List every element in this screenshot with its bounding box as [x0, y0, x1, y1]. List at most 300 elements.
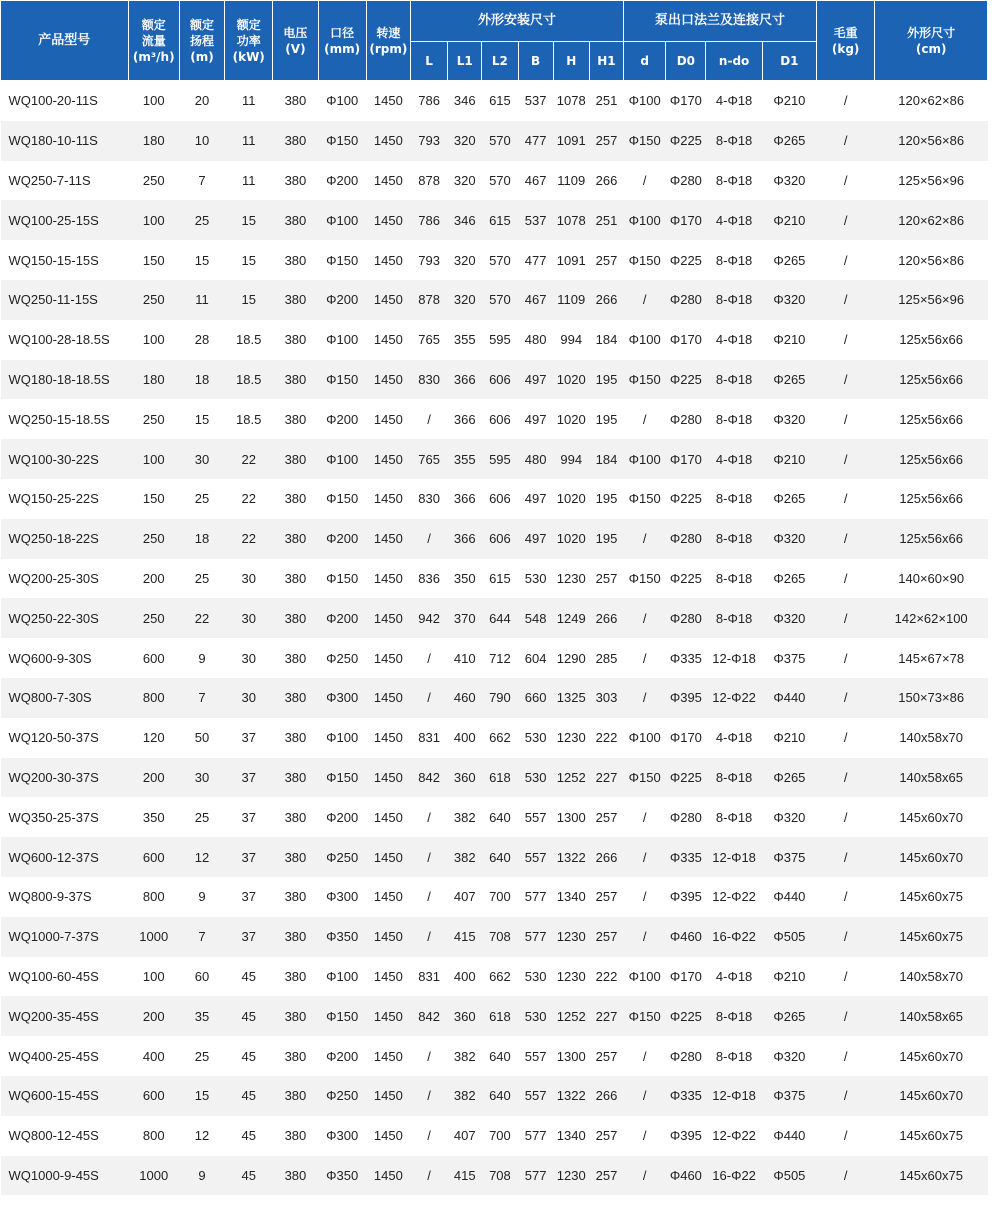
table-cell: 37 [225, 917, 273, 957]
table-cell: 285 [589, 638, 623, 678]
table-cell: / [411, 399, 448, 439]
table-cell: Φ460 [666, 917, 706, 957]
table-cell: 600 [128, 638, 179, 678]
table-cell: 1230 [553, 559, 589, 599]
table-cell: 382 [448, 1036, 482, 1076]
table-cell: 7 [179, 161, 224, 201]
table-cell: 1450 [366, 399, 410, 439]
table-cell: 7 [179, 678, 224, 718]
table-cell: Φ265 [762, 479, 816, 519]
table-row [1, 559, 988, 599]
model-cell: WQ250-15-18.5S [1, 399, 129, 439]
table-cell: 662 [482, 957, 518, 997]
table-cell: 366 [448, 360, 482, 400]
table-cell: 400 [448, 957, 482, 997]
table-cell: 227 [589, 996, 623, 1036]
table-cell: 380 [273, 479, 318, 519]
table-cell: 467 [518, 280, 553, 320]
table-cell: / [817, 797, 875, 837]
table-cell: 1450 [366, 1036, 410, 1076]
header-B: B [518, 42, 553, 81]
table-cell: 366 [448, 399, 482, 439]
model-cell: WQ1000-9-45S [1, 1156, 129, 1196]
table-cell: 842 [411, 996, 448, 1036]
model-cell: WQ200-30-37S [1, 758, 129, 798]
table-cell: 4-Φ18 [706, 718, 762, 758]
table-cell: 497 [518, 519, 553, 559]
table-cell: 257 [589, 559, 623, 599]
table-cell: 8-Φ18 [706, 797, 762, 837]
header-power: 额定 功率 (kW) [225, 1, 273, 81]
table-cell: 1252 [553, 996, 589, 1036]
table-cell: 266 [589, 280, 623, 320]
table-cell: Φ280 [666, 1036, 706, 1076]
table-cell: 1340 [553, 1116, 589, 1156]
table-cell: Φ100 [624, 439, 666, 479]
table-cell: Φ100 [624, 718, 666, 758]
table-cell: Φ100 [624, 200, 666, 240]
table-cell: 1450 [366, 957, 410, 997]
table-cell: 100 [128, 957, 179, 997]
table-cell: 1450 [366, 519, 410, 559]
header-model: 产品型号 [1, 1, 129, 81]
table-row [1, 479, 988, 519]
table-cell: 195 [589, 360, 623, 400]
table-cell: 257 [589, 797, 623, 837]
table-cell: 257 [589, 877, 623, 917]
table-cell: 878 [411, 161, 448, 201]
header-flange-group: 泵出口法兰及连接尺寸 [624, 1, 817, 42]
table-cell: 831 [411, 718, 448, 758]
table-cell: 790 [482, 678, 518, 718]
table-cell: 1230 [553, 957, 589, 997]
table-cell: / [411, 638, 448, 678]
table-cell: 380 [273, 797, 318, 837]
table-cell: 250 [128, 519, 179, 559]
table-cell: 22 [225, 519, 273, 559]
table-cell: Φ150 [624, 758, 666, 798]
table-cell: Φ265 [762, 360, 816, 400]
table-cell: 477 [518, 121, 553, 161]
table-cell: 467 [518, 161, 553, 201]
table-cell: 25 [179, 1036, 224, 1076]
table-cell: / [817, 718, 875, 758]
table-cell: Φ170 [666, 320, 706, 360]
table-cell: 1450 [366, 718, 410, 758]
table-cell: / [624, 598, 666, 638]
table-cell: 577 [518, 1156, 553, 1196]
table-cell: 15 [179, 1076, 224, 1116]
table-cell: 125x56x66 [875, 320, 988, 360]
table-cell: 25 [179, 559, 224, 599]
table-cell: 8-Φ18 [706, 121, 762, 161]
table-cell: / [624, 399, 666, 439]
table-cell: 45 [225, 1036, 273, 1076]
table-cell: 380 [273, 439, 318, 479]
table-cell: 1450 [366, 439, 410, 479]
table-cell: 618 [482, 996, 518, 1036]
table-cell: 595 [482, 320, 518, 360]
table-cell: Φ300 [318, 1116, 366, 1156]
table-cell: 1450 [366, 598, 410, 638]
table-cell: 150×73×86 [875, 678, 988, 718]
table-cell: 380 [273, 280, 318, 320]
table-cell: 530 [518, 758, 553, 798]
table-cell: Φ150 [624, 479, 666, 519]
table-cell: 407 [448, 877, 482, 917]
table-cell: 1450 [366, 479, 410, 519]
table-header [1, 1, 988, 81]
table-cell: 145x60x75 [875, 877, 988, 917]
table-cell: 380 [273, 1076, 318, 1116]
table-cell: / [817, 917, 875, 957]
table-cell: 1450 [366, 837, 410, 877]
table-cell: 25 [179, 479, 224, 519]
table-cell: 1450 [366, 559, 410, 599]
table-cell: 1450 [366, 758, 410, 798]
table-cell: Φ250 [318, 1076, 366, 1116]
table-cell: 11 [225, 121, 273, 161]
table-cell: Φ335 [666, 1076, 706, 1116]
table-cell: 942 [411, 598, 448, 638]
table-cell: 497 [518, 399, 553, 439]
table-cell: 257 [589, 1116, 623, 1156]
table-cell: / [624, 877, 666, 917]
table-cell: 1450 [366, 280, 410, 320]
table-cell: 415 [448, 1156, 482, 1196]
table-cell: 35 [179, 996, 224, 1036]
table-cell: Φ100 [624, 957, 666, 997]
table-cell: 830 [411, 360, 448, 400]
header-install-group: 外形安装尺寸 [411, 1, 624, 42]
table-cell: / [817, 519, 875, 559]
table-cell: 8-Φ18 [706, 519, 762, 559]
table-cell: Φ100 [624, 81, 666, 121]
table-row [1, 161, 988, 201]
table-cell: 320 [448, 280, 482, 320]
table-cell: 150 [128, 240, 179, 280]
table-cell: 382 [448, 837, 482, 877]
table-cell: 366 [448, 519, 482, 559]
table-cell: 8-Φ18 [706, 360, 762, 400]
table-cell: 415 [448, 917, 482, 957]
table-cell: 1450 [366, 240, 410, 280]
table-row [1, 240, 988, 280]
table-cell: 360 [448, 996, 482, 1036]
table-cell: 380 [273, 399, 318, 439]
table-row [1, 320, 988, 360]
table-cell: 400 [448, 718, 482, 758]
table-cell: 222 [589, 718, 623, 758]
table-cell: 800 [128, 1116, 179, 1156]
table-cell: Φ200 [318, 519, 366, 559]
table-cell: 1322 [553, 837, 589, 877]
table-cell: Φ265 [762, 996, 816, 1036]
table-cell: 10 [179, 121, 224, 161]
table-cell: 15 [225, 280, 273, 320]
table-cell: 537 [518, 81, 553, 121]
table-cell: 8-Φ18 [706, 996, 762, 1036]
table-cell: 1300 [553, 1036, 589, 1076]
table-cell: 477 [518, 240, 553, 280]
table-cell: Φ280 [666, 797, 706, 837]
table-cell: 145×67×78 [875, 638, 988, 678]
table-cell: 60 [179, 957, 224, 997]
header-H: H [553, 42, 589, 81]
model-cell: WQ250-7-11S [1, 161, 129, 201]
table-cell: 120 [128, 718, 179, 758]
table-cell: 1325 [553, 678, 589, 718]
table-cell: 410 [448, 638, 482, 678]
table-cell: 8-Φ18 [706, 479, 762, 519]
table-cell: 380 [273, 877, 318, 917]
table-cell: 1322 [553, 1076, 589, 1116]
table-cell: Φ200 [318, 1036, 366, 1076]
header-diameter: 口径 (mm) [318, 1, 366, 81]
model-cell: WQ250-18-22S [1, 519, 129, 559]
table-cell: 266 [589, 598, 623, 638]
table-cell: 45 [225, 1116, 273, 1156]
table-cell: 640 [482, 1036, 518, 1076]
table-cell: 360 [448, 758, 482, 798]
table-cell: 22 [225, 479, 273, 519]
table-cell: / [411, 1156, 448, 1196]
table-cell: 145x60x75 [875, 1156, 988, 1196]
table-cell: 303 [589, 678, 623, 718]
table-cell: 140x58x65 [875, 996, 988, 1036]
table-cell: 380 [273, 200, 318, 240]
table-cell: 786 [411, 200, 448, 240]
table-cell: 4-Φ18 [706, 200, 762, 240]
table-cell: Φ170 [666, 439, 706, 479]
table-cell: 530 [518, 718, 553, 758]
table-cell: Φ320 [762, 1036, 816, 1076]
table-body [1, 81, 988, 1196]
table-cell: Φ200 [318, 280, 366, 320]
table-cell: 530 [518, 559, 553, 599]
table-row [1, 718, 988, 758]
table-cell: 120×56×86 [875, 121, 988, 161]
table-cell: 557 [518, 1076, 553, 1116]
table-cell: 257 [589, 917, 623, 957]
table-cell: 793 [411, 240, 448, 280]
table-cell: Φ300 [318, 877, 366, 917]
table-cell: 250 [128, 161, 179, 201]
table-cell: / [817, 957, 875, 997]
table-cell: 878 [411, 280, 448, 320]
table-cell: Φ170 [666, 957, 706, 997]
table-cell: 320 [448, 161, 482, 201]
table-cell: 200 [128, 559, 179, 599]
table-cell: Φ225 [666, 479, 706, 519]
table-cell: Φ200 [318, 797, 366, 837]
table-cell: Φ440 [762, 877, 816, 917]
table-cell: 8-Φ18 [706, 758, 762, 798]
table-cell: 11 [225, 81, 273, 121]
table-cell: 120×62×86 [875, 200, 988, 240]
table-cell: 184 [589, 320, 623, 360]
table-cell: 606 [482, 519, 518, 559]
model-cell: WQ800-7-30S [1, 678, 129, 718]
model-cell: WQ180-18-18.5S [1, 360, 129, 400]
table-cell: / [817, 598, 875, 638]
table-cell: 195 [589, 399, 623, 439]
table-cell: 557 [518, 837, 553, 877]
table-cell: Φ210 [762, 320, 816, 360]
table-cell: 640 [482, 837, 518, 877]
table-cell: 380 [273, 957, 318, 997]
table-cell: 380 [273, 718, 318, 758]
header-head: 额定 扬程 (m) [179, 1, 224, 81]
table-row [1, 360, 988, 400]
table-cell: Φ225 [666, 996, 706, 1036]
table-cell: / [817, 1156, 875, 1196]
table-cell: 250 [128, 598, 179, 638]
table-cell: 8-Φ18 [706, 598, 762, 638]
table-cell: 700 [482, 1116, 518, 1156]
table-cell: 380 [273, 1156, 318, 1196]
table-row [1, 797, 988, 837]
header-H1: H1 [589, 42, 623, 81]
table-cell: 50 [179, 718, 224, 758]
table-cell: 12-Φ18 [706, 638, 762, 678]
table-cell: 1109 [553, 161, 589, 201]
table-cell: 100 [128, 320, 179, 360]
table-cell: Φ100 [318, 957, 366, 997]
table-row [1, 1116, 988, 1156]
table-cell: 4-Φ18 [706, 81, 762, 121]
table-cell: Φ320 [762, 399, 816, 439]
model-cell: WQ800-12-45S [1, 1116, 129, 1156]
table-cell: 125x56x66 [875, 360, 988, 400]
table-cell: Φ335 [666, 837, 706, 877]
table-cell: 45 [225, 1156, 273, 1196]
table-cell: 266 [589, 837, 623, 877]
table-cell: 145x60x70 [875, 1076, 988, 1116]
header-flow: 额定 流量 (m³/h) [128, 1, 179, 81]
table-cell: 37 [225, 877, 273, 917]
table-row [1, 439, 988, 479]
model-cell: WQ100-30-22S [1, 439, 129, 479]
table-cell: Φ280 [666, 399, 706, 439]
table-cell: / [817, 280, 875, 320]
table-cell: 18 [179, 519, 224, 559]
table-cell: Φ265 [762, 758, 816, 798]
table-cell: 25 [179, 200, 224, 240]
table-cell: 800 [128, 678, 179, 718]
table-row [1, 399, 988, 439]
table-cell: Φ210 [762, 439, 816, 479]
table-cell: / [817, 439, 875, 479]
table-cell: 662 [482, 718, 518, 758]
table-cell: 606 [482, 399, 518, 439]
table-cell: Φ335 [666, 638, 706, 678]
table-cell: 37 [225, 837, 273, 877]
table-cell: 250 [128, 399, 179, 439]
header-speed: 转速 (rpm) [366, 1, 410, 81]
table-row [1, 1036, 988, 1076]
table-cell: Φ210 [762, 200, 816, 240]
table-cell: / [411, 877, 448, 917]
table-cell: Φ300 [318, 678, 366, 718]
table-cell: 145x60x70 [875, 797, 988, 837]
table-cell: Φ375 [762, 1076, 816, 1116]
table-cell: / [624, 280, 666, 320]
table-cell: 18.5 [225, 399, 273, 439]
table-cell: Φ200 [318, 399, 366, 439]
table-cell: Φ505 [762, 1156, 816, 1196]
table-cell: 1000 [128, 917, 179, 957]
table-cell: 1020 [553, 399, 589, 439]
table-cell: / [624, 1076, 666, 1116]
table-cell: / [624, 917, 666, 957]
table-cell: 548 [518, 598, 553, 638]
table-row [1, 957, 988, 997]
table-cell: 644 [482, 598, 518, 638]
table-cell: 100 [128, 439, 179, 479]
model-cell: WQ150-15-15S [1, 240, 129, 280]
table-cell: 407 [448, 1116, 482, 1156]
table-cell: Φ250 [318, 837, 366, 877]
table-cell: 180 [128, 360, 179, 400]
table-cell: / [411, 917, 448, 957]
table-cell: / [817, 1116, 875, 1156]
table-cell: 200 [128, 758, 179, 798]
table-cell: / [817, 1036, 875, 1076]
table-cell: / [817, 81, 875, 121]
table-cell: 380 [273, 559, 318, 599]
table-cell: 15 [179, 399, 224, 439]
table-cell: Φ100 [318, 200, 366, 240]
table-cell: / [817, 996, 875, 1036]
table-cell: 250 [128, 280, 179, 320]
table-cell: 4-Φ18 [706, 320, 762, 360]
table-cell: / [817, 479, 875, 519]
table-cell: Φ375 [762, 837, 816, 877]
table-cell: 530 [518, 996, 553, 1036]
table-cell: 382 [448, 1076, 482, 1116]
model-cell: WQ800-9-37S [1, 877, 129, 917]
table-cell: Φ170 [666, 718, 706, 758]
table-cell: 355 [448, 320, 482, 360]
model-cell: WQ400-25-45S [1, 1036, 129, 1076]
table-cell: / [817, 360, 875, 400]
table-cell: 140×60×90 [875, 559, 988, 599]
table-cell: / [411, 519, 448, 559]
table-cell: 1450 [366, 638, 410, 678]
table-cell: Φ320 [762, 598, 816, 638]
table-cell: 1450 [366, 360, 410, 400]
table-cell: 12-Φ18 [706, 837, 762, 877]
table-cell: Φ265 [762, 121, 816, 161]
table-cell: 18.5 [225, 360, 273, 400]
table-cell: 1290 [553, 638, 589, 678]
table-cell: 30 [179, 758, 224, 798]
table-cell: 120×62×86 [875, 81, 988, 121]
table-cell: Φ350 [318, 917, 366, 957]
table-cell: 1020 [553, 479, 589, 519]
table-cell: 640 [482, 797, 518, 837]
table-cell: 1450 [366, 121, 410, 161]
table-cell: 12 [179, 1116, 224, 1156]
table-cell: 4-Φ18 [706, 439, 762, 479]
table-cell: 994 [553, 320, 589, 360]
table-cell: 37 [225, 797, 273, 837]
table-cell: 380 [273, 996, 318, 1036]
model-cell: WQ600-15-45S [1, 1076, 129, 1116]
table-cell: 1450 [366, 320, 410, 360]
table-cell: Φ170 [666, 200, 706, 240]
